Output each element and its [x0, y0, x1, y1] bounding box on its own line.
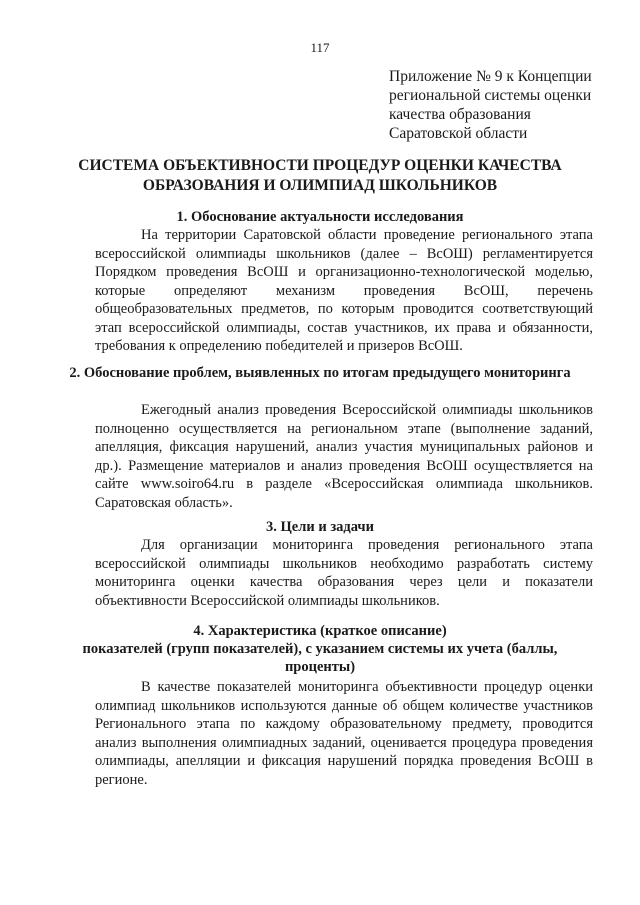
section-4-heading-line-1: 4. Характеристика (краткое описание) — [193, 623, 447, 639]
appendix-line: качества образования — [389, 106, 531, 123]
document-title — [40, 156, 600, 196]
appendix-line: региональной системы оценки — [389, 87, 592, 104]
section-3-body: Для организации мониторинга проведения регионального этапа всероссийской олимпиады школьников необходимо разработать систему мониторинга оценки качества образования через цели и показатели объективности Всероссийской олимпиады школьников. — [95, 537, 593, 609]
title-line-1: СИСТЕМА ОБЪЕКТИВНОСТИ ПРОЦЕДУР ОЦЕНКИ КАЧЕСТВА — [78, 157, 562, 174]
section-3-heading: 3. Цели и задачи — [266, 519, 374, 535]
section-4-heading-line-2: показателей (групп показателей), с указанием системы их учета (баллы, проценты) — [82, 641, 558, 675]
title-line-2: ОБРАЗОВАНИЯ И ОЛИМПИАД ШКОЛЬНИКОВ — [142, 177, 498, 194]
page-number: 117 — [310, 40, 330, 55]
appendix-note — [389, 67, 592, 143]
section-1-body: На территории Саратовской области проведение регионального этапа всероссийской олимпиады школьников (далее – ВсОШ) регламентируется Порядком проведения ВсОШ и организационно-технологической моделью, которые определяют механизм проведения ВсОШ, перечень общеобразовательных предметов, по которым проводится соответствующий этап всероссийской олимпиады, состав участников, их права и обязанности, требования к определению победителей и призеров ВсОШ. — [95, 227, 593, 354]
appendix-line: Саратовской области — [389, 125, 528, 142]
section-2-body: Ежегодный анализ проведения Всероссийской олимпиады школьников полноценно осуществляется на региональном этапе (выполнение заданий, апелляция, фиксация нарушений, анализ участия муниципальных районов и др.). Размещение материалов и анализ проведения ВсОШ осуществляется на сайте www.soiro64.ru в разделе «Всероссийская олимпиада школьников. Саратовская область». — [95, 402, 593, 511]
section-1-heading: 1. Обоснование актуальности исследования — [176, 209, 464, 225]
section-2-heading: 2. Обоснование проблем, выявленных по итогам предыдущего мониторинга — [69, 365, 571, 381]
section-4-body: В качестве показателей мониторинга объективности процедур оценки олимпиад школьников используются данные об общем количестве участников Регионального этапа по каждому образовательному предмету, проводится анализ выполнения олимпиадных заданий, оценивается процедура проведения олимпиады, апелляции и фиксация нарушений порядка проведения ВсОШ в регионе. — [95, 679, 593, 788]
appendix-line: Приложение № 9 к Концепции — [389, 68, 592, 85]
